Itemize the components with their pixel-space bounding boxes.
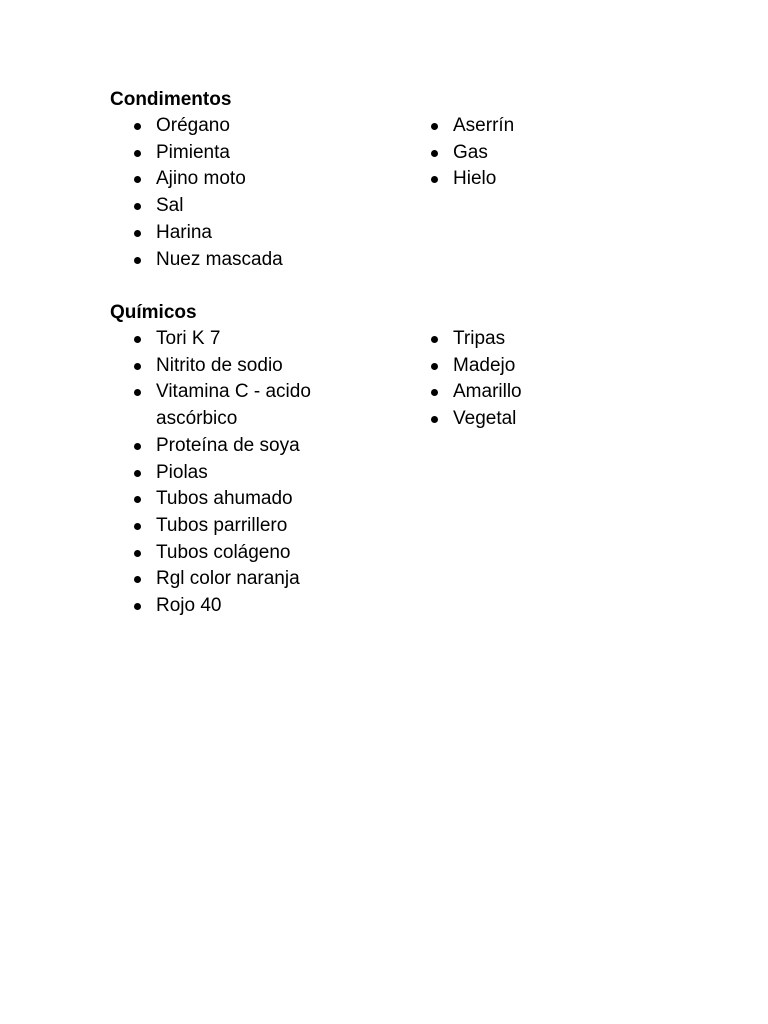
list-item — [110, 220, 360, 247]
list-item-text: Tori K 7 — [156, 328, 221, 349]
bullet-icon — [134, 336, 141, 343]
bullet-icon — [134, 523, 141, 530]
section-heading: Químicos — [110, 302, 197, 323]
section-condimentos — [110, 87, 670, 270]
bullet-icon — [134, 150, 141, 157]
list-item — [110, 379, 360, 432]
list-item-text: Rojo 40 — [156, 595, 222, 617]
list-item — [110, 566, 360, 593]
bullet-icon — [134, 363, 141, 370]
list-item-text: Vitamina C - acido ascórbico — [156, 381, 311, 430]
list-item — [407, 140, 657, 167]
list-item-text: Vegetal — [453, 408, 517, 430]
list-item-text: Pimienta — [156, 141, 230, 163]
bullet-icon — [431, 176, 438, 183]
list-item-text: Aserrín — [453, 115, 515, 136]
bullet-icon — [134, 123, 141, 130]
list-item-text: Orégano — [156, 115, 230, 136]
bullet-icon — [134, 496, 141, 503]
list-item-text: Ajino moto — [156, 168, 246, 190]
bullet-icon — [431, 150, 438, 157]
list-item-text: Madejo — [453, 354, 516, 376]
list-item — [110, 326, 360, 353]
list-item — [407, 166, 657, 193]
bullet-icon — [134, 230, 141, 237]
list-item — [110, 513, 360, 540]
bullet-icon — [134, 443, 141, 450]
section-heading: Condimentos — [110, 89, 232, 110]
list-item-text: Harina — [156, 221, 212, 243]
bullet-icon — [134, 550, 141, 557]
bullet-icon — [431, 363, 438, 370]
list-item — [407, 113, 657, 140]
bullet-icon — [134, 603, 141, 610]
list-item-text: Tubos parrillero — [156, 514, 288, 536]
section-quimicos — [110, 300, 670, 617]
list-item-text: Sal — [156, 195, 184, 217]
list-item — [407, 406, 657, 433]
list-item — [110, 593, 360, 620]
bullet-icon — [134, 470, 141, 477]
list-item — [407, 379, 657, 406]
list-item — [407, 326, 657, 353]
list-item — [110, 540, 360, 567]
bullet-icon — [431, 416, 438, 423]
list-item — [110, 460, 360, 487]
list-item — [110, 166, 360, 193]
list-item-text: Tripas — [453, 328, 506, 349]
list-item — [407, 353, 657, 380]
list-item — [110, 193, 360, 220]
bullet-icon — [134, 576, 141, 583]
list-item-text: Amarillo — [453, 381, 522, 403]
right-column-list — [407, 326, 657, 433]
list-item — [110, 113, 360, 140]
bullet-icon — [431, 389, 438, 396]
list-item-text: Hielo — [453, 168, 497, 190]
list-item-text: Piolas — [156, 461, 208, 483]
list-item — [110, 140, 360, 167]
list-item — [110, 486, 360, 513]
list-item-text: Gas — [453, 141, 488, 163]
list-item-text: Rgl color naranja — [156, 568, 300, 590]
list-item-text: Nuez mascada — [156, 248, 283, 270]
list-item-text: Proteína de soya — [156, 434, 300, 456]
list-item — [110, 353, 360, 380]
list-item-text: Tubos ahumado — [156, 488, 293, 510]
bullet-icon — [134, 176, 141, 183]
bullet-icon — [431, 123, 438, 130]
bullet-icon — [134, 203, 141, 210]
list-item-text: Tubos colágeno — [156, 541, 291, 563]
bullet-icon — [134, 257, 141, 264]
list-item — [110, 247, 360, 274]
left-column-list — [110, 113, 360, 273]
bullet-icon — [431, 336, 438, 343]
bullet-icon — [134, 389, 141, 396]
right-column-list — [407, 113, 657, 193]
list-item — [110, 433, 360, 460]
left-column-list — [110, 326, 360, 620]
list-item-text: Nitrito de sodio — [156, 354, 283, 376]
